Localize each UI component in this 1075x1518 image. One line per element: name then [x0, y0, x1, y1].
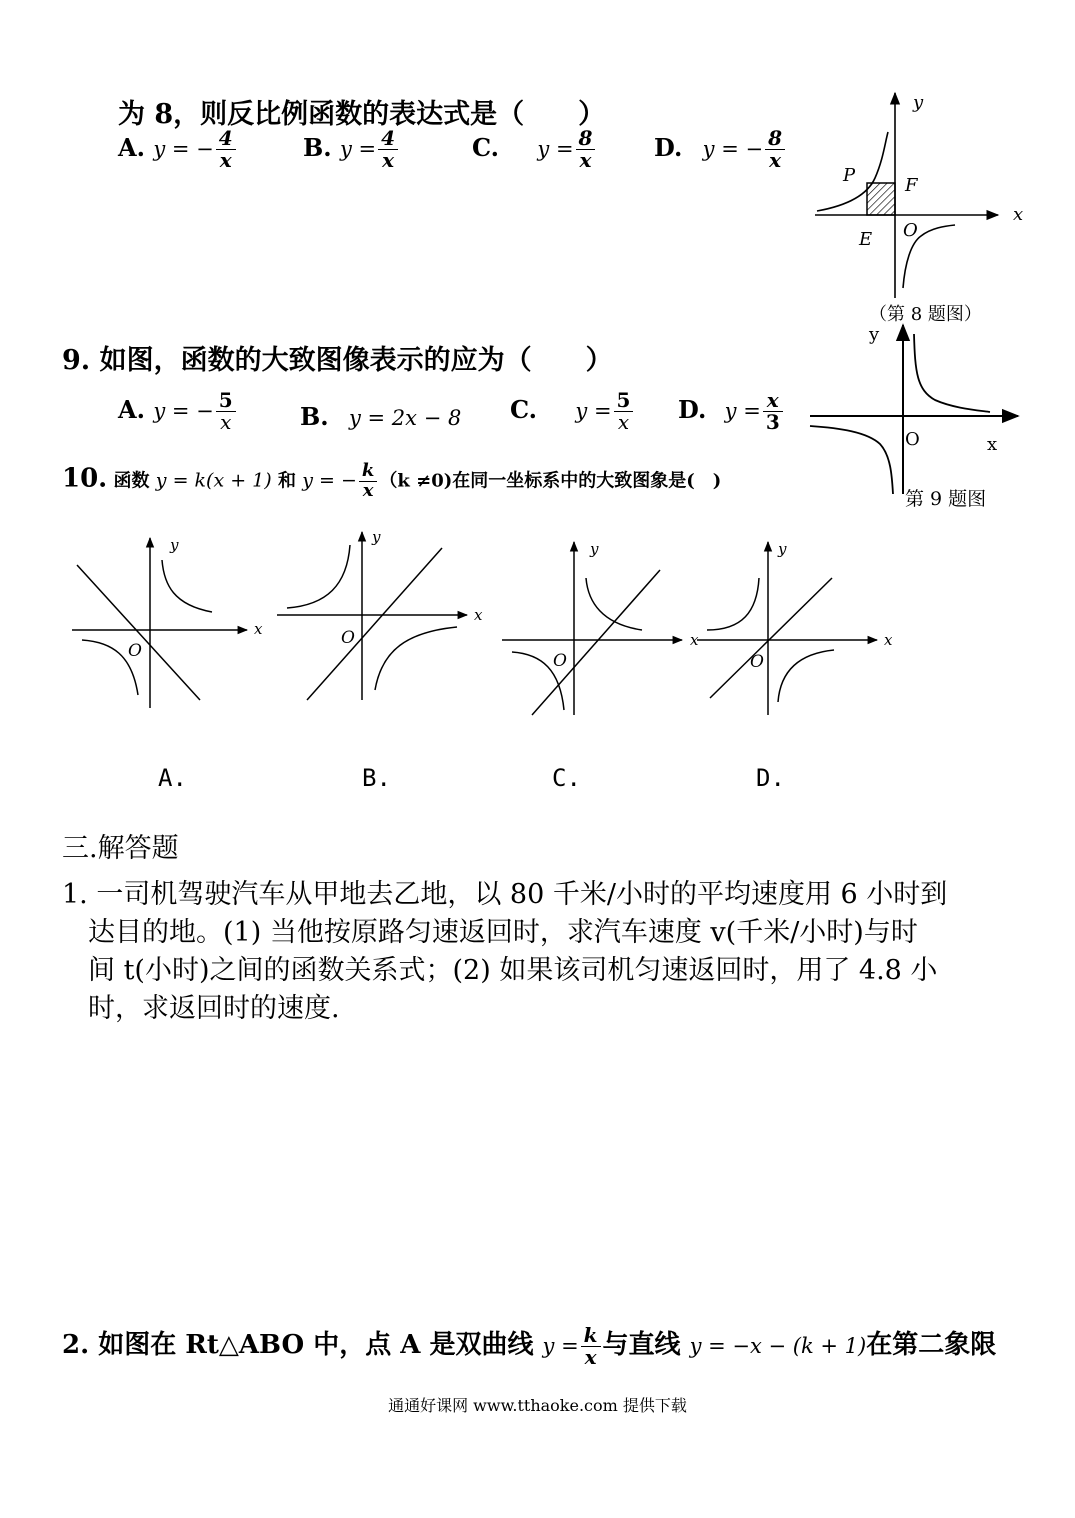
- hyperbola-branch-q1: [586, 578, 642, 630]
- q10-and: 和: [277, 470, 296, 492]
- label-x: x: [1013, 204, 1024, 225]
- p1-line-2: 达目的地。(1) 当他按原路匀速返回时，求汽车速度 v(千米/小时)与时: [88, 917, 918, 948]
- option-expression: y = 2x − 8: [349, 406, 462, 430]
- numerator: k: [359, 462, 377, 482]
- denominator: x: [220, 410, 232, 434]
- option-label: A.: [118, 133, 145, 162]
- label-o: O: [905, 429, 920, 450]
- numerator: 8: [765, 128, 785, 150]
- line: [307, 548, 442, 700]
- figure-caption: 第 9 题图: [905, 488, 987, 510]
- q10-choice-a: A.: [158, 764, 187, 792]
- label-o: O: [750, 652, 764, 672]
- denominator: x: [362, 479, 374, 501]
- numerator: 4: [378, 128, 398, 150]
- option-lhs: y =: [724, 399, 761, 423]
- hyperbola-branch-q1: [162, 560, 212, 612]
- fraction: [216, 390, 236, 433]
- fraction: [378, 128, 398, 171]
- p2-suffix: 在第二象限: [866, 1330, 997, 1360]
- q9-option-b: [300, 402, 461, 431]
- hyperbola-branch-q4: [375, 627, 457, 690]
- question-number: 10.: [62, 463, 108, 494]
- numerator: 8: [576, 128, 596, 150]
- function-2-lhs: y = −: [302, 469, 357, 492]
- label-y: y: [372, 530, 381, 546]
- fraction: [763, 390, 783, 433]
- numerator: 5: [216, 390, 236, 412]
- label-x: x: [884, 631, 892, 649]
- label-o: O: [128, 641, 142, 661]
- option-label: B.: [300, 402, 329, 431]
- q9-option-c: [510, 390, 635, 433]
- hyperbola-branch-q2: [287, 545, 350, 608]
- q8-figure: [805, 88, 1045, 333]
- q10-condition: （k ≠0)在同一坐标系中的大致图象是( ): [379, 470, 722, 492]
- hyperbola-branch-q4: [778, 650, 834, 702]
- numerator: 5: [614, 390, 634, 412]
- figure-caption: （第 8 题图）: [869, 304, 982, 325]
- function-1: y = k(x + 1): [155, 469, 272, 492]
- option-label: B.: [303, 133, 332, 162]
- graph-b: [277, 530, 483, 700]
- fraction: [216, 128, 236, 171]
- fraction: [359, 462, 377, 501]
- label-o: O: [903, 220, 918, 241]
- option-lhs: y = −: [153, 137, 214, 161]
- fraction: [576, 128, 596, 171]
- label-y: y: [869, 324, 880, 345]
- option-lhs: y =: [340, 137, 377, 161]
- option-label: D.: [654, 133, 683, 162]
- q9-figure: [805, 322, 1045, 517]
- numerator: 4: [216, 128, 236, 150]
- denominator: x: [769, 148, 781, 172]
- graph-d: [697, 540, 892, 715]
- label-o: O: [341, 628, 355, 648]
- q9-option-d: [678, 390, 785, 433]
- label-x: x: [474, 606, 483, 624]
- fraction: [581, 1322, 601, 1369]
- label-x: x: [254, 620, 263, 638]
- option-label: D.: [678, 395, 707, 424]
- label-y: y: [590, 540, 599, 558]
- p1-line-1: 1. 一司机驾驶汽车从甲地去乙地，以 80 千米/小时的平均速度用 6 小时到: [62, 879, 948, 910]
- graph-c: [502, 540, 699, 715]
- line: [532, 570, 660, 715]
- line: [710, 578, 832, 698]
- q9-option-a: [118, 390, 238, 433]
- label-y: y: [778, 540, 787, 558]
- q10-graphs: [62, 530, 892, 730]
- line-expression: y = −x − (k + 1): [689, 1334, 867, 1358]
- denominator: x: [617, 410, 630, 434]
- p2-prefix: 2. 如图在 Rt△ABO 中，点 A 是双曲线: [62, 1330, 534, 1360]
- label-x: x: [690, 631, 699, 649]
- graph-a: [72, 536, 263, 708]
- label-x: x: [987, 434, 998, 455]
- footer: 通通好课网 www.tthaoke.com 提供下载: [388, 1396, 687, 1415]
- q10-choice-c: C.: [552, 764, 581, 792]
- label-p: P: [843, 165, 856, 186]
- option-label: A.: [118, 395, 145, 424]
- p2-line: [62, 1324, 996, 1368]
- option-lhs: y = −: [153, 399, 214, 423]
- denominator: x: [382, 148, 395, 172]
- label-y: y: [170, 536, 179, 554]
- label-y: y: [913, 92, 924, 113]
- q9-stem: 9. 如图，函数的大致图像表示的应为（ ）: [62, 345, 613, 376]
- q8-stem: 为 8，则反比例函数的表达式是（ ）: [118, 99, 606, 130]
- label-f: F: [905, 175, 918, 196]
- hyperbola-branch-q1: [914, 334, 990, 412]
- denominator: 3: [765, 410, 780, 434]
- label-o: O: [553, 651, 567, 671]
- hyperbola-lhs: y =: [542, 1334, 579, 1358]
- fraction: [614, 390, 634, 433]
- label-e: E: [859, 229, 873, 250]
- option-lhs: y = −: [702, 137, 764, 161]
- option-lhs: y =: [575, 399, 612, 423]
- q10-prefix: 函数: [113, 470, 150, 492]
- denominator: x: [584, 1344, 597, 1369]
- numerator: k: [581, 1325, 601, 1347]
- hyperbola-branch-q2: [707, 578, 759, 630]
- numerator: x: [763, 390, 783, 412]
- q10-choice-d: D.: [756, 764, 785, 792]
- q10-choice-b: B.: [362, 764, 391, 792]
- p1-line-3: 间 t(小时)之间的函数关系式；(2) 如果该司机匀速返回时，用了 4.8 小: [88, 955, 938, 986]
- q10-stem: [62, 462, 721, 501]
- q8-option-d: [654, 128, 787, 171]
- shaded-rectangle: [867, 183, 895, 215]
- option-label: C.: [510, 395, 538, 424]
- option-lhs: y =: [537, 137, 574, 161]
- fraction: [765, 128, 785, 171]
- denominator: x: [219, 148, 232, 172]
- line: [77, 565, 200, 700]
- hyperbola-branch-q3: [810, 426, 893, 494]
- denominator: x: [579, 148, 592, 172]
- option-label: C.: [472, 133, 500, 162]
- q8-option-b: [303, 128, 400, 171]
- p2-mid: 与直线: [602, 1330, 681, 1360]
- q8-option-c: [472, 128, 597, 171]
- section-title: 三.解答题: [62, 833, 179, 864]
- q8-option-a: [118, 128, 238, 171]
- p1-line-4: 时，求返回时的速度.: [88, 993, 340, 1024]
